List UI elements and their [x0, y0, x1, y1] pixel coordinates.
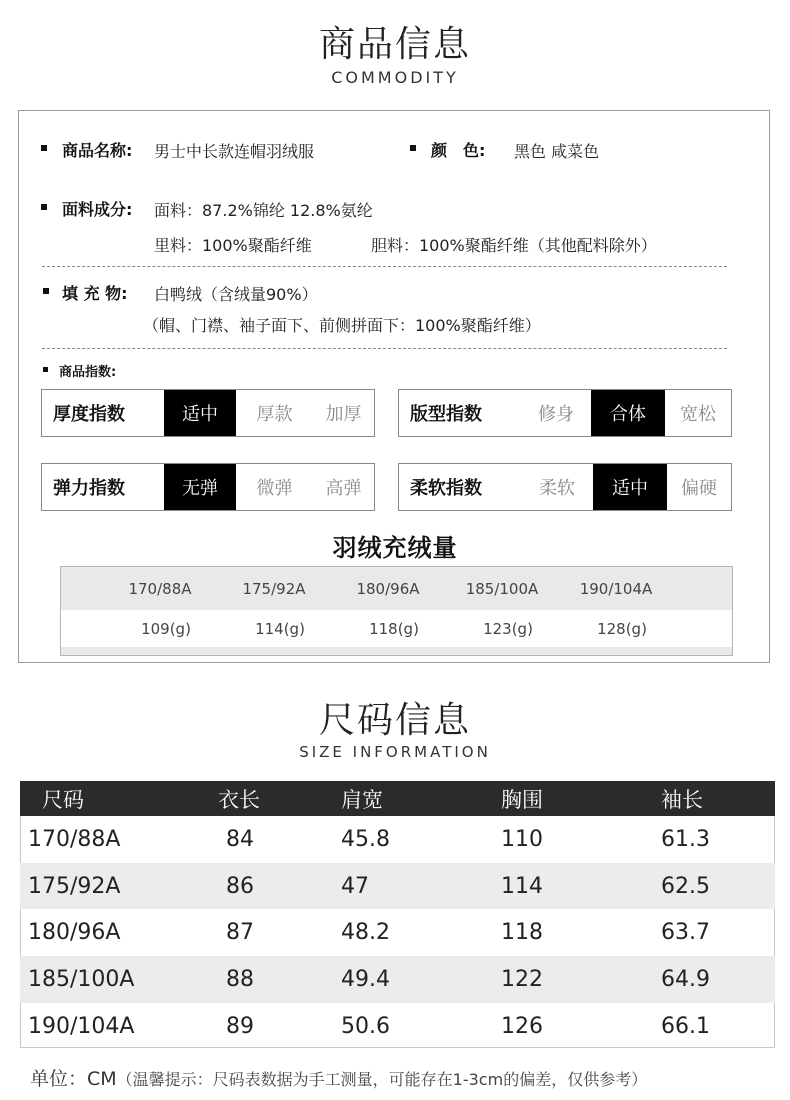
filling-value: 白鸭绒（含绒量90%）	[154, 285, 318, 304]
dashed-divider	[42, 266, 727, 267]
table-row	[20, 816, 775, 863]
down-size-cell: 170/88A	[128, 579, 192, 598]
index-option: 修身	[538, 404, 574, 425]
table-cell: 84	[226, 826, 254, 852]
table-row	[20, 909, 775, 956]
thickness-index	[41, 389, 375, 437]
down-size-row	[61, 567, 732, 610]
bullet-icon	[41, 145, 47, 151]
header-shoulder: 肩宽	[341, 787, 383, 812]
table-row	[20, 1003, 775, 1050]
index-option: 微弹	[256, 478, 293, 499]
table-cell: 45.8	[341, 826, 390, 852]
fabric-outer: 面料：87.2%锦纶 12.8%氨纶	[154, 201, 373, 220]
index-option: 合体	[591, 390, 665, 436]
index-name: 版型指数	[410, 404, 482, 425]
table-cell: 122	[501, 966, 543, 992]
table-header	[20, 781, 775, 816]
size-info-subtitle: SIZE INFORMATION	[299, 743, 491, 761]
table-cell: 180/96A	[28, 920, 121, 946]
index-option: 适中	[593, 464, 667, 510]
table-cell: 62.5	[661, 873, 710, 899]
index-option: 加厚	[325, 404, 362, 425]
down-weight-cell: 109(g)	[141, 619, 191, 638]
down-weight-cell: 118(g)	[369, 619, 419, 638]
table-cell: 126	[501, 1013, 543, 1039]
color-value: 黑色 咸菜色	[514, 142, 600, 161]
unit-label: 单位：CM	[30, 1068, 117, 1090]
header-chest: 胸围	[501, 787, 543, 812]
table-cell: 88	[226, 966, 254, 992]
table-cell: 185/100A	[28, 966, 135, 992]
table-row	[20, 956, 775, 1003]
table-cell: 89	[226, 1013, 254, 1039]
index-option: 高弹	[325, 478, 362, 499]
table-cell: 47	[341, 873, 369, 899]
down-size-cell: 185/100A	[465, 579, 539, 598]
table-cell: 49.4	[341, 966, 390, 992]
header-sleeve: 袖长	[661, 787, 703, 812]
bullet-icon	[410, 145, 416, 151]
index-option: 适中	[164, 390, 236, 436]
index-option: 宽松	[680, 404, 716, 425]
down-weight-cell: 123(g)	[483, 619, 533, 638]
table-cell: 114	[501, 873, 543, 899]
header-size: 尺码	[42, 787, 84, 812]
softness-index	[398, 463, 732, 511]
dashed-divider	[42, 348, 727, 349]
elasticity-index	[41, 463, 375, 511]
table-row	[20, 863, 775, 910]
down-size-cell: 175/92A	[242, 579, 306, 598]
index-option: 无弹	[164, 464, 236, 510]
commodity-subtitle: COMMODITY	[331, 68, 459, 87]
measurement-note: （温馨提示：尺码表数据为手工测量，可能存在1-3cm的偏差，仅供参考）	[116, 1070, 648, 1089]
table-cell: 87	[226, 920, 254, 946]
table-cell: 118	[501, 920, 543, 946]
index-name: 柔软指数	[410, 478, 482, 499]
table-cell: 64.9	[661, 966, 710, 992]
bullet-icon	[41, 204, 47, 210]
table-cell: 50.6	[341, 1013, 390, 1039]
fabric-inner: 胆料：100%聚酯纤维（其他配料除外）	[371, 236, 657, 255]
table-cell: 190/104A	[28, 1013, 135, 1039]
unit-note	[30, 1064, 647, 1091]
product-name-value: 男士中长款连帽羽绒服	[154, 142, 315, 161]
index-option: 柔软	[539, 478, 575, 499]
down-footer-bar	[61, 647, 732, 655]
bullet-icon	[43, 288, 49, 294]
index-name: 厚度指数	[53, 404, 125, 425]
table-cell: 170/88A	[28, 826, 121, 852]
table-cell: 175/92A	[28, 873, 121, 899]
fabric-lining: 里料：100%聚酯纤维	[154, 236, 312, 255]
down-weight-row	[61, 610, 732, 647]
table-cell: 86	[226, 873, 254, 899]
down-fill-table	[60, 566, 733, 656]
fit-index	[398, 389, 732, 437]
down-size-cell: 180/96A	[356, 579, 420, 598]
fabric-label: 面料成分:	[62, 200, 133, 219]
size-table	[20, 781, 775, 1049]
index-name: 弹力指数	[53, 478, 125, 499]
bullet-icon	[43, 367, 48, 372]
filling-note: （帽、门襟、袖子面下、前侧拼面下：100%聚酯纤维）	[143, 316, 541, 335]
table-cell: 110	[501, 826, 543, 852]
down-size-cell: 190/104A	[579, 579, 653, 598]
index-option: 偏硬	[681, 478, 717, 499]
commodity-title: 商品信息	[318, 24, 471, 65]
index-option: 厚款	[256, 404, 293, 425]
table-cell: 66.1	[661, 1013, 710, 1039]
down-fill-title: 羽绒充绒量	[332, 534, 458, 562]
header-length: 衣长	[218, 787, 260, 812]
table-cell: 48.2	[341, 920, 390, 946]
down-weight-cell: 128(g)	[597, 619, 647, 638]
down-weight-cell: 114(g)	[255, 619, 305, 638]
color-label: 颜 色:	[431, 141, 486, 160]
table-cell: 63.7	[661, 920, 710, 946]
size-info-title: 尺码信息	[318, 700, 471, 741]
product-name-label: 商品名称:	[62, 141, 133, 160]
table-cell: 61.3	[661, 826, 710, 852]
index-label: 商品指数:	[59, 365, 117, 380]
filling-label: 填 充 物:	[62, 284, 128, 303]
